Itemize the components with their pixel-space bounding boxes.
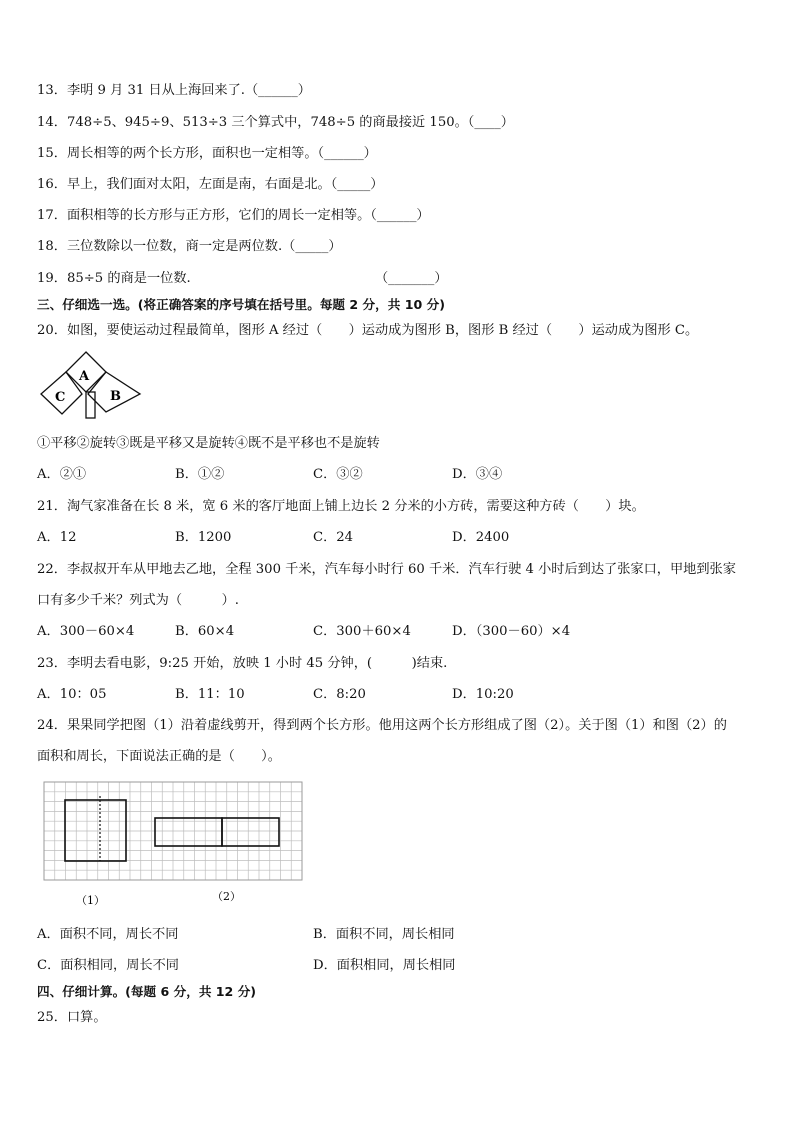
q24-option-a: A．面积不同，周长不同 xyxy=(37,927,179,942)
q23-option-d: D．10:20 xyxy=(452,687,514,702)
q20-figure xyxy=(38,350,143,425)
question-24-stem-line1: 24．果果同学把图（1）沿着虚线剪开，得到两个长方形。他用这两个长方形组成了图（2）。关于图（1）和图（2）的 xyxy=(37,718,727,733)
q21-option-a: A．12 xyxy=(37,530,77,545)
figure-2-label: （2） xyxy=(212,890,241,903)
q21-option-b: B．1200 xyxy=(175,530,232,545)
q20-option-a: A．②① xyxy=(37,467,87,482)
label-a: A xyxy=(79,369,90,384)
question-18: 18．三位数除以一位数，商一定是两位数.（_____） xyxy=(37,239,342,254)
question-17: 17．面积相等的长方形与正方形，它们的周长一定相等。（______） xyxy=(37,208,430,223)
figure-1-square xyxy=(65,800,126,861)
q24-grid-figure xyxy=(40,778,310,913)
question-24-stem-line2: 面积和周长，下面说法正确的是（ ）。 xyxy=(37,749,281,764)
q22-option-a: A．300－60×4 xyxy=(37,624,135,639)
question-16: 16．早上，我们面对太阳，左面是南，右面是北。（_____） xyxy=(37,177,384,192)
question-13: 13．李明 9 月 31 日从上海回来了.（______） xyxy=(37,83,311,98)
question-19: 19．85÷5 的商是一位数. xyxy=(37,271,191,286)
question-14: 14．748÷5、945÷9、513÷3 三个算式中，748÷5 的商最接近 150。（____） xyxy=(37,115,514,130)
q22-option-b: B．60×4 xyxy=(175,624,235,639)
question-23-stem: 23．李明去看电影，9:25 开始，放映 1 小时 45 分钟，( )结束. xyxy=(37,656,448,671)
question-22-stem-line1: 22．李叔叔开车从甲地去乙地，全程 300 千米，汽车每小时行 60 千米．汽车行驶 4 小时后到达了张家口，甲地到张家 xyxy=(37,562,736,577)
q20-option-b: B．①② xyxy=(175,467,225,482)
section-3-heading: 三、仔细选一选。(将正确答案的序号填在括号里。每题 2 分，共 10 分) xyxy=(37,297,445,312)
q23-option-c: C．8:20 xyxy=(313,687,366,702)
question-19-blank: （_______） xyxy=(375,271,448,286)
q21-option-c: C．24 xyxy=(313,530,354,545)
figure-1-label: （1） xyxy=(76,894,105,907)
label-b: B xyxy=(110,389,121,404)
question-25-stem: 25．口算。 xyxy=(37,1010,107,1025)
question-15: 15．周长相等的两个长方形，面积也一定相等。（______） xyxy=(37,146,377,161)
question-21-stem: 21．淘气家准备在长 8 米，宽 6 米的客厅地面上铺上边长 2 分米的小方砖，需要这种方砖（ ）块。 xyxy=(37,499,645,514)
q23-option-a: A．10：05 xyxy=(37,687,107,702)
grid-lines xyxy=(44,782,302,880)
q23-option-b: B．11：10 xyxy=(175,687,245,702)
label-c: C xyxy=(55,390,66,405)
figure-2-left-rect xyxy=(155,818,222,846)
question-20-hint: ①平移②旋转③既是平移又是旋转④既不是平移也不是旋转 xyxy=(37,436,380,451)
q21-option-d: D．2400 xyxy=(452,530,510,545)
q24-option-d: D．面积相同，周长相同 xyxy=(313,958,456,973)
figure-2-right-rect xyxy=(222,818,279,846)
q22-option-d: D．（300－60）×4 xyxy=(452,624,571,639)
question-22-stem-line2: 口有多少千米？列式为（ ）. xyxy=(37,593,240,608)
section-4-heading: 四、仔细计算。(每题 6 分，共 12 分) xyxy=(37,984,257,999)
q20-option-d: D．③④ xyxy=(452,467,503,482)
q22-option-c: C．300＋60×4 xyxy=(313,624,411,639)
question-20-stem: 20．如图，要使运动过程最简单，图形 A 经过（ ）运动成为图形 B，图形 B 经过（ ）运动成为图形 C。 xyxy=(37,323,699,338)
q24-option-b: B．面积不同，周长相同 xyxy=(313,927,455,942)
q24-option-c: C．面积相同，周长不同 xyxy=(37,958,179,973)
q20-option-c: C．③② xyxy=(313,467,363,482)
